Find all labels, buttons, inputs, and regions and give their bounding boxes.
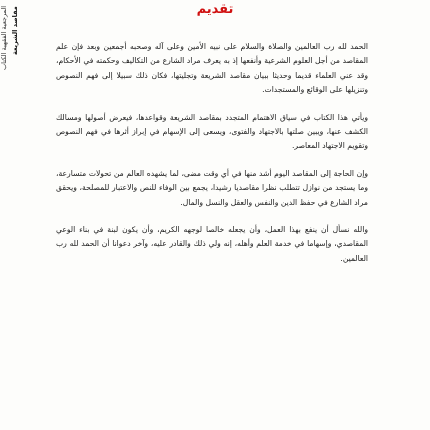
running-head-title: مقاصد الشريعة	[11, 6, 19, 55]
paragraph-4: والله نسأل أن ينفع بهذا العمل، وأن يجعله خالصا لوجهه الكريم، وأن يكون لبنة في بناء الوعي المقاصدي، وإسهاما في خدمة العلم وأهله، إنه ولي ذلك والقادر عليه، وآخر دعوانا أن الحمد لله رب العالمين.	[56, 225, 368, 263]
section-heading: تقديم	[196, 2, 234, 17]
running-head	[0, 6, 38, 96]
body-text	[56, 40, 368, 266]
running-head-line: المرجعية الفقهية الكتاب	[0, 6, 8, 71]
paragraph-2: ويأتي هذا الكتاب في سياق الاهتمام المتجدد بمقاصد الشريعة وقواعدها، فيعرض أصولها ومسالك الكشف عنها، ويبين صلتها بالاجتهاد والفتوى، ويسعى إلى الإسهام في إبراز أثرها في فهم النصوص وتقويم الاجتهاد المعاصر.	[56, 112, 368, 151]
paragraph-3: وإن الحاجة إلى المقاصد اليوم أشد منها في أي وقت مضى، لما يشهده العالم من تحولات متسارعة، وما يستجد من نوازل تتطلب نظرا مقاصديا رشيدا، يجمع بين الوفاء للنص والاعتبار للمصلحة، ويحقق مراد الشارع في حفظ الدين والنفس والعقل والنسل والمال.	[56, 168, 368, 207]
paragraph-1: الحمد لله رب العالمين والصلاة والسلام على نبيه الأمين وعلى آله وصحبه أجمعين وبعد فإن علم المقاصد من أجل العلوم الشرعية وأنفعها إذ به يعرف مراد الشارع من التكاليف وحكمته في الأحكام، وقد عني العلماء قديما وحديثا ببيان مقاصد الشريعة وتجليتها، فكان ذلك سبيلا إلى فهم النصوص وتنزيلها على الوقائع والمستجدات.	[56, 42, 368, 95]
